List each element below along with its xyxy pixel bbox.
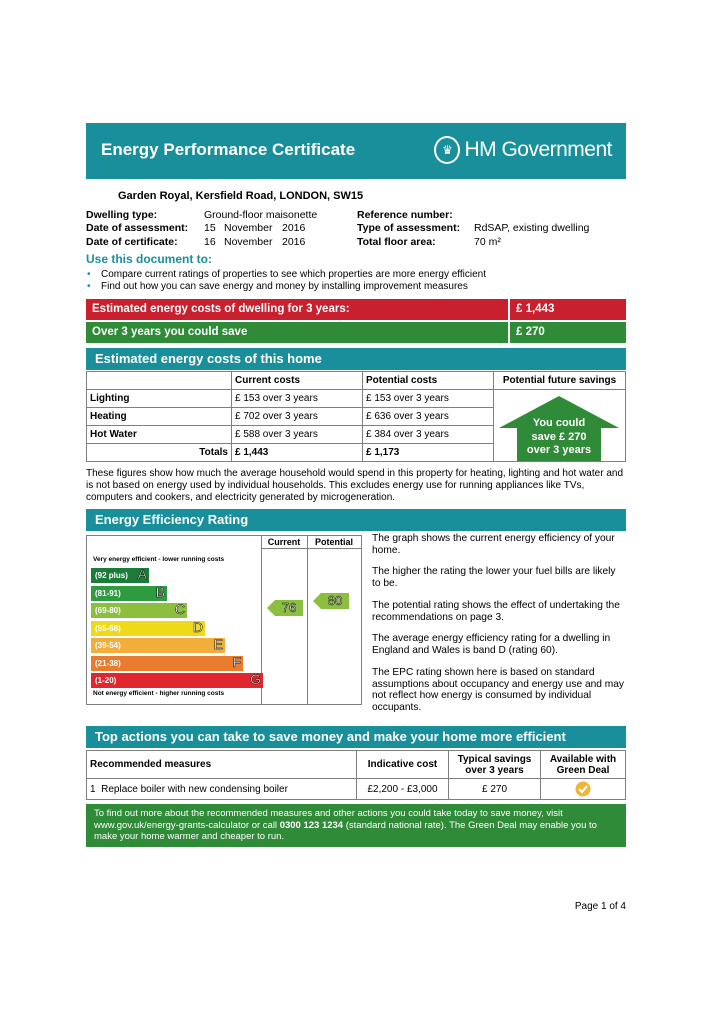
- header-cell: Current costs: [232, 372, 363, 390]
- certificate-date-label: Date of certificate:: [86, 236, 178, 248]
- band-letter: B: [155, 583, 165, 600]
- reference-label: Reference number:: [357, 209, 453, 221]
- footer-phone: 0300 123 1234: [279, 819, 344, 831]
- property-address: Garden Royal, Kersfield Road, LONDON, SW15: [118, 190, 364, 202]
- estimated-cost-value: £ 1,443: [508, 299, 626, 320]
- crest-icon: ♛: [434, 136, 460, 164]
- current-cost: £ 702 over 3 years: [232, 408, 363, 426]
- divider: [261, 548, 361, 549]
- current-cost: £ 588 over 3 years: [232, 426, 363, 444]
- dwelling-type-label: Dwelling type:: [86, 209, 158, 221]
- potential-column-header: Potential: [314, 537, 353, 547]
- rating-section-title: Energy Efficiency Rating: [86, 509, 626, 531]
- measure-cell: [87, 779, 357, 800]
- savings-line: save £ 270: [531, 430, 587, 443]
- bullet-text: Find out how you can save energy and money by installing improvement measures: [101, 281, 468, 292]
- band-range: (21-38): [95, 658, 121, 668]
- efficiency-chart: [86, 535, 362, 705]
- potential-cost: £ 153 over 3 years: [363, 390, 494, 408]
- header-cell: Potential costs: [363, 372, 494, 390]
- header-cell: [87, 372, 232, 390]
- bullet-icon: •: [87, 281, 91, 292]
- assessment-type-label: Type of assessment:: [357, 222, 461, 234]
- list-item: [86, 269, 486, 280]
- assessment-day: 15: [204, 222, 216, 234]
- totals-label: Totals: [87, 444, 232, 462]
- savings-arrow-text: [497, 417, 621, 458]
- certificate-year: 2016: [282, 236, 306, 248]
- rating-band-a: [91, 568, 149, 583]
- row-label: Lighting: [87, 390, 232, 408]
- check-badge-icon: [575, 781, 591, 797]
- list-item: [86, 281, 468, 292]
- estimated-cost-label: Estimated energy costs of dwelling for 3 years:: [92, 303, 350, 315]
- savings-value: £ 270: [508, 322, 626, 343]
- header-cell: Potential future savings: [494, 372, 626, 390]
- band-letter: F: [232, 653, 241, 670]
- brand-name: HM Government: [464, 138, 612, 161]
- band-range: (69-80): [95, 606, 121, 615]
- savings-cell: £ 270: [449, 779, 541, 800]
- certificate-day: 16: [204, 236, 216, 248]
- floor-area-label: Total floor area:: [357, 236, 436, 248]
- rating-explanation: The graph shows the current energy efficiency of your home.: [372, 533, 615, 556]
- page-title: Energy Performance Certificate: [101, 140, 356, 159]
- hm-government-logo: [434, 136, 612, 164]
- band-range: (39-54): [95, 641, 121, 650]
- page-number: Page 1 of 4: [574, 901, 626, 912]
- band-letter: C: [174, 601, 185, 617]
- rating-explanation: The higher the rating the lower your fuel bills are likely to be.: [372, 566, 616, 589]
- savings-bar: [86, 322, 626, 343]
- row-label: Hot Water: [87, 426, 232, 444]
- assessment-month: November: [224, 222, 273, 234]
- costs-section-title: Estimated energy costs of this home: [86, 348, 626, 370]
- header-banner: [86, 123, 626, 179]
- use-document-title: Use this document to:: [86, 252, 213, 266]
- header-cell: Recommended measures: [87, 751, 357, 779]
- current-rating-value: 76: [281, 600, 297, 615]
- table-header-row: [87, 372, 626, 390]
- rating-band-b: [91, 583, 167, 601]
- rating-explanation: The average energy efficiency rating for a dwelling in England and Wales is band D (rating 60).: [372, 633, 611, 656]
- band-range: (92 plus): [95, 571, 128, 580]
- band-range: (1-20): [95, 676, 117, 685]
- top-note: Very energy efficient - lower running costs: [93, 556, 225, 563]
- divider: [307, 536, 308, 704]
- footer-text: To find out more about the recommended measures and other actions you could take today to save money, visit www.gov.uk/energy-grants-calculator or call: [94, 808, 563, 831]
- rating-explanation: The EPC rating shown here is based on standard assumptions about occupancy and energy use and may not reflect how energy is consumed by individual occupants.: [372, 667, 625, 713]
- table-header-row: [87, 751, 626, 779]
- band-range: (81-91): [95, 588, 121, 598]
- current-column-header: Current: [267, 537, 301, 547]
- savings-arrow: [497, 394, 621, 462]
- total-potential: £ 1,173: [363, 444, 494, 462]
- bottom-note: Not energy efficient - higher running costs: [93, 690, 225, 697]
- rating-band-c: [91, 603, 187, 618]
- potential-cost: £ 384 over 3 years: [363, 426, 494, 444]
- actions-section-title: Top actions you can take to save money and make your home more efficient: [86, 726, 626, 748]
- savings-line: You could: [532, 417, 586, 429]
- rating-band-d: [91, 618, 205, 636]
- bullet-text: Compare current ratings of properties to see which properties are more energy efficient: [101, 269, 487, 280]
- band-range: (55-68): [95, 623, 121, 633]
- dwelling-type-value: Ground-floor maisonette: [204, 209, 318, 221]
- current-cost: £ 153 over 3 years: [232, 390, 363, 408]
- band-letter: G: [250, 671, 261, 687]
- rating-explanation: The potential rating shows the effect of undertaking the recommendations on page 3.: [372, 600, 620, 623]
- certificate-month: November: [224, 236, 273, 248]
- band-letter: D: [192, 618, 203, 635]
- total-current: £ 1,443: [232, 444, 363, 462]
- savings-line: over 3 years: [526, 444, 592, 456]
- actions-table: [86, 750, 626, 800]
- band-letter: A: [137, 566, 147, 582]
- measure-text: Replace boiler with new condensing boiler: [101, 783, 288, 795]
- header-cell: Typical savings over 3 years: [449, 751, 541, 779]
- potential-cost: £ 636 over 3 years: [363, 408, 494, 426]
- potential-rating-value: 80: [327, 593, 343, 608]
- measure-number: 1: [90, 783, 96, 795]
- floor-area-value: 70 m²: [474, 236, 501, 248]
- rating-band-g: [91, 673, 263, 688]
- header-cell: Available with Green Deal: [541, 751, 626, 779]
- table-row: [87, 779, 626, 800]
- assessment-year: 2016: [282, 222, 306, 234]
- bullet-icon: •: [87, 269, 91, 280]
- cost-cell: £2,200 - £3,000: [357, 779, 449, 800]
- savings-label: Over 3 years you could save: [92, 326, 248, 338]
- rating-band-f: [91, 653, 243, 671]
- assessment-date-label: Date of assessment:: [86, 222, 189, 234]
- band-letter: E: [213, 636, 223, 652]
- header-cell: Indicative cost: [357, 751, 449, 779]
- current-rating-marker: [267, 600, 303, 619]
- estimated-cost-bar: [86, 299, 626, 320]
- green-deal-cell: [541, 779, 626, 800]
- rating-band-e: [91, 638, 225, 653]
- assessment-type-value: RdSAP, existing dwelling: [474, 222, 590, 234]
- potential-rating-marker: [313, 593, 349, 612]
- footer-info-box: [86, 804, 626, 847]
- footer-text: (standard national rate). The Green Deal may enable you to make your home warmer and cheaper to run.: [94, 819, 597, 842]
- costs-explanation: These figures show how much the average household would spend in this property for heating, lighting and hot water and is not based on energy used by individual households. This excludes energy use for running appliances like TVs, computers and cookers, and electricity generated by microgeneration.: [86, 468, 624, 503]
- row-label: Heating: [87, 408, 232, 426]
